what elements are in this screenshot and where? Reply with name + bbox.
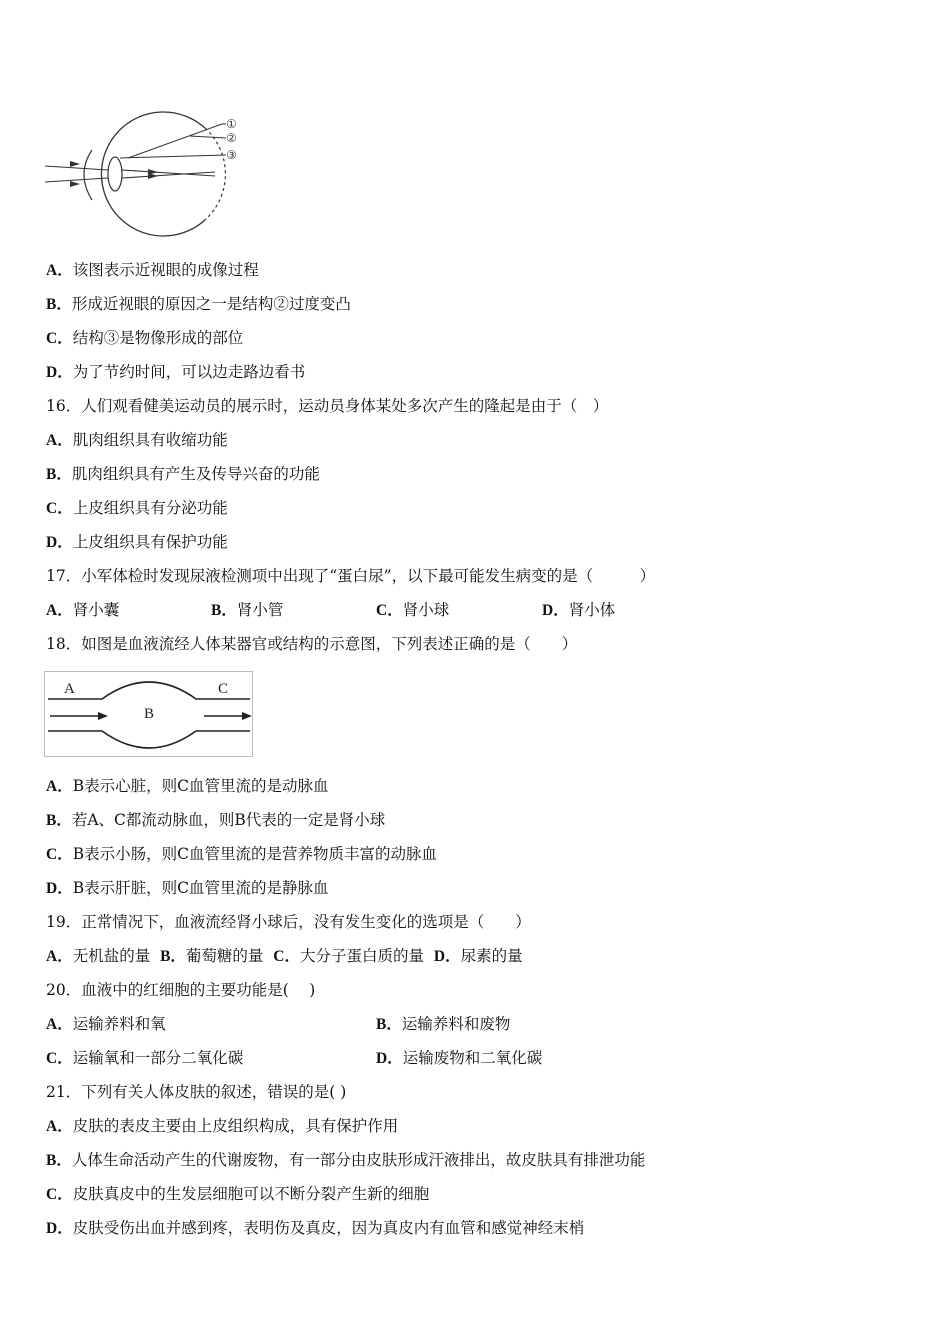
- eye-label-2: ②: [226, 131, 237, 145]
- q17-option-c: C．肾小球: [376, 601, 450, 619]
- q20-stem: 20．血液中的红细胞的主要功能是( ): [46, 981, 316, 999]
- q19-stem: 19．正常情况下，血液流经肾小球后，没有发生变化的选项是（ ）: [46, 913, 531, 931]
- q15-option-a: A．该图表示近视眼的成像过程: [46, 261, 259, 279]
- q21-option-d: D．皮肤受伤出血并感到疼，表明伤及真皮，因为真皮内有血管和感觉神经末梢: [46, 1219, 585, 1237]
- q21-option-c: C．皮肤真皮中的生发层细胞可以不断分裂产生新的细胞: [46, 1185, 430, 1203]
- q16-option-c: C．上皮组织具有分泌功能: [46, 499, 228, 517]
- q15-option-b: B．形成近视眼的原因之一是结构②过度变凸: [46, 295, 351, 313]
- q20-option-c: C．运输氧和一部分二氧化碳: [46, 1049, 244, 1067]
- q18-option-c: C．B表示小肠，则C血管里流的是营养物质丰富的动脉血: [46, 845, 437, 863]
- q15-option-d: D．为了节约时间，可以边走路边看书: [46, 363, 306, 381]
- eye-label-1: ①: [226, 117, 237, 131]
- q17-stem: 17．小军体检时发现尿液检测项中出现了“蛋白尿”，以下最可能发生病变的是（ ）: [46, 567, 656, 585]
- q20-option-d: D．运输废物和二氧化碳: [376, 1049, 543, 1067]
- q21-stem: 21．下列有关人体皮肤的叙述，错误的是( ): [46, 1083, 347, 1101]
- q16-stem: 16．人们观看健美运动员的展示时，运动员身体某处多次产生的隆起是由于（ ）: [46, 397, 609, 415]
- q18-stem: 18．如图是血液流经人体某器官或结构的示意图，下列表述正确的是（ ）: [46, 635, 578, 653]
- flow-label-a: A: [64, 681, 75, 697]
- q16-option-a: A．肌肉组织具有收缩功能: [46, 431, 228, 449]
- q20-option-b: B．运输养料和废物: [376, 1015, 511, 1033]
- eye-diagram: [40, 108, 250, 240]
- blood-flow-diagram: [44, 671, 254, 757]
- flow-label-c: C: [218, 681, 229, 697]
- q18-option-d: D．B表示肝脏，则C血管里流的是静脉血: [46, 879, 329, 897]
- q20-option-a: A．运输养料和氧: [46, 1015, 166, 1033]
- q21-option-b: B．人体生命活动产生的代谢废物，有一部分由皮肤形成汗液排出，故皮肤具有排泄功能: [46, 1151, 646, 1169]
- q17-option-b: B．肾小管: [211, 601, 284, 619]
- q17-option-d: D．肾小体: [542, 601, 616, 619]
- q16-option-d: D．上皮组织具有保护功能: [46, 533, 228, 551]
- q17-option-a: A．肾小囊: [46, 601, 120, 619]
- q21-option-a: A．皮肤的表皮主要由上皮组织构成，具有保护作用: [46, 1117, 399, 1135]
- q19-options: A．无机盐的量 B．葡萄糖的量 C．大分子蛋白质的量 D．尿素的量: [46, 947, 523, 965]
- q16-option-b: B．肌肉组织具有产生及传导兴奋的功能: [46, 465, 320, 483]
- flow-label-b: B: [144, 706, 155, 722]
- eye-label-3: ③: [226, 148, 237, 162]
- q18-option-b: B．若A、C都流动脉血，则B代表的一定是肾小球: [46, 811, 386, 829]
- q15-option-c: C．结构③是物像形成的部位: [46, 329, 244, 347]
- q18-option-a: A．B表示心脏，则C血管里流的是动脉血: [46, 777, 329, 795]
